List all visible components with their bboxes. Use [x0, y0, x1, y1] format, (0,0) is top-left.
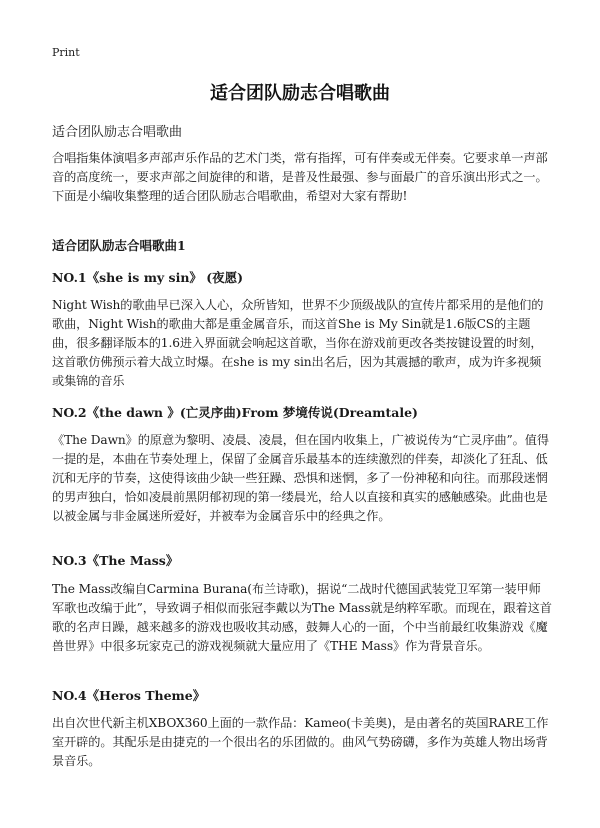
song-paragraph-3: The Mass改编自Carmina Burana(布兰诗歌)，据说“二战时代德国武装党卫军第一装甲师军歌也改编于此”，导致调子相似而张冠李戴以为The Mass就是纳粹军歌。而现在，跟着这首歌的名声日躁，越来越多的游戏也吸收其动感，鼓舞人心的一面，个中当前最红收集游戏《魔兽世界》中很多玩家克己的游戏视频就大量应用了《THE Mass》作为背景音乐。: [52, 582, 552, 653]
song-paragraph-4: 出自次世代新主机XBOX360上面的一款作品：Kameo(卡美奥)，是由著名的英国RARE工作室开辟的。其配乐是由捷克的一个很出名的乐团做的。曲风气势磅礴，多作为英雄人物出场背景音乐。: [52, 716, 549, 768]
song-heading-3: NO.3《The Mass》: [52, 553, 179, 568]
document-subtitle: 适合团队励志合唱歌曲: [52, 125, 183, 140]
song-paragraph-2: 《The Dawn》的原意为黎明、凌晨、凌晨，但在国内收集上，广被说传为“亡灵序曲”。值得一提的是，本曲在节奏处理上，保留了金属音乐最基本的连续激烈的伴奏，却淡化了狂乱、低沉和无序的节奏，这使得该曲少缺一些狂躁、恐惧和迷惘，多了一份神秘和向往。而那段迷惘的男声独白，恰如凌晨前黑阴郁初现的第一缕晨光，给人以直接和真实的感触感染。此曲也是以被金属与非金属迷所爱好，并被奉为金属音乐中的经典之作。: [52, 433, 549, 523]
song-heading-4: NO.4《Heros Theme》: [52, 688, 206, 703]
page-title: 适合团队励志合唱歌曲: [210, 83, 390, 104]
song-heading-1: NO.1《she is my sin》 (夜愿): [52, 270, 244, 285]
intro-paragraph: 合唱指集体演唱多声部声乐作品的艺术门类，常有指挥，可有伴奏或无伴奏。它要求单一声部音的高度统一，要求声部之间旋律的和谐，是普及性最强、参与面最广的音乐演出形式之一。下面是小编收集整理的适合团队励志合唱歌曲，希望对大家有帮助!: [52, 151, 548, 203]
print-label[interactable]: Print: [52, 46, 80, 59]
song-paragraph-1: Night Wish的歌曲早已深入人心，众所皆知，世界不少顶级战队的宣传片都采用的是他们的歌曲，Night Wish的歌曲大都是重金属音乐，而这首She is My Sin就是1.6版CS的主题曲，很多翻译版本的1.6进入界面就会响起这首歌，当你在游戏前更改各类按键设置的时刻，这首歌仿佛预示着大战立时爆。在she is my sin出名后，因为其震撼的歌声，成为许多视频或集锦的音乐: [52, 298, 544, 388]
section-heading: 适合团队励志合唱歌曲1: [52, 238, 186, 253]
song-heading-2: NO.2《the dawn 》(亡灵序曲)From 梦境传说(Dreamtale): [52, 405, 418, 420]
